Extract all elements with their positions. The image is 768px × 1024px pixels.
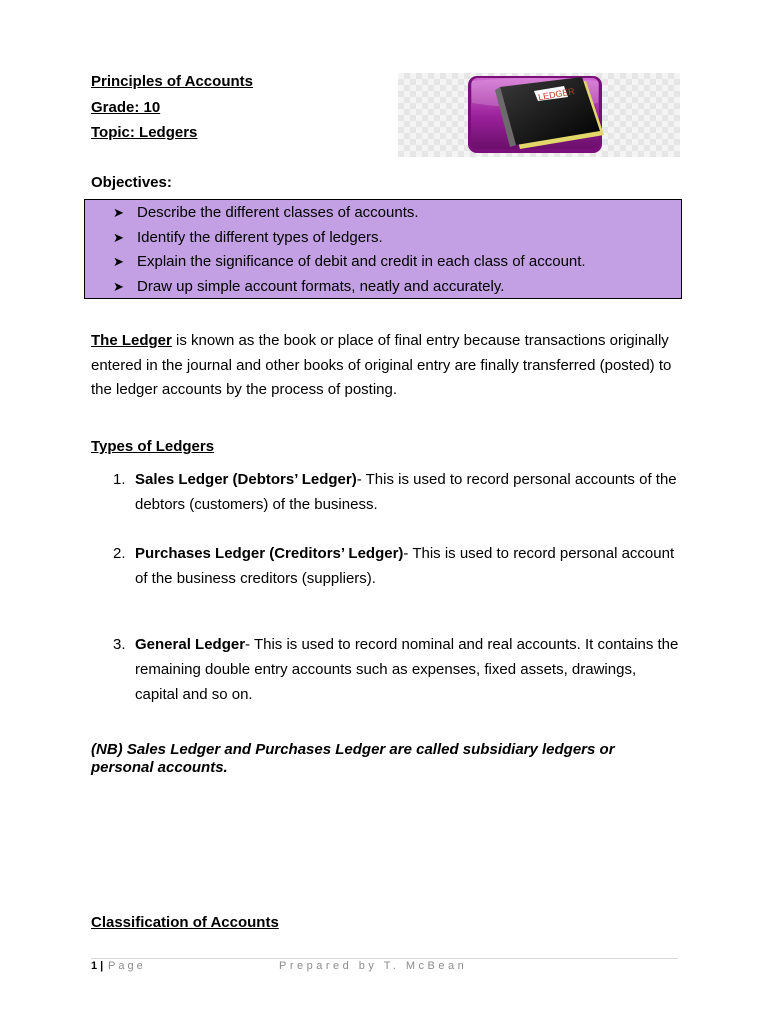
footer-divider: [91, 958, 678, 959]
topic-label: Topic: Ledgers: [91, 124, 198, 141]
ledger-type-item: [113, 468, 683, 518]
arrow-bullet-icon: ➤: [113, 278, 124, 294]
ledger-logo: [398, 73, 680, 157]
logo-label: LEDGER: [537, 86, 576, 103]
types-heading: Types of Ledgers: [91, 438, 215, 455]
page-label: Page: [108, 960, 146, 972]
ledger-term: The Ledger: [91, 332, 172, 349]
objective-item: ➤ Describe the different classes of accounts.: [113, 201, 586, 226]
subject-title: Principles of Accounts: [91, 73, 253, 90]
item-title: Sales Ledger (Debtors’ Ledger): [135, 471, 357, 488]
item-description: - This is used to record nominal and real accounts. It contains the remaining double entry accounts such as expenses, fixed assets, drawings, capital and so on.: [135, 636, 679, 703]
arrow-bullet-icon: ➤: [113, 229, 124, 245]
ledger-intro-paragraph: [91, 329, 681, 403]
arrow-bullet-icon: ➤: [113, 205, 124, 220]
classification-heading: Classification of Accounts: [91, 914, 279, 931]
item-description: - This is used to record personal accounts of the debtors (customers) of the business.: [135, 471, 677, 513]
ledger-type-item: [113, 542, 683, 592]
item-number: 1.: [113, 471, 126, 488]
arrow-bullet-icon: ➤: [113, 254, 124, 269]
item-title: Purchases Ledger (Creditors’ Ledger): [135, 545, 404, 562]
objectives-box: [84, 199, 682, 299]
grade-label: Grade: 10: [91, 99, 161, 116]
ledger-book-icon: [464, 73, 614, 157]
ledger-definition: is known as the book or place of final entry because transactions originally entered in the journal and other books of original entry are finally transferred (posted) to the ledger accounts by the process of posting.: [91, 332, 672, 399]
item-number: 2.: [113, 545, 126, 562]
ledger-type-item: [113, 633, 683, 707]
objective-item: ➤ Identify the different types of ledgers.: [113, 226, 586, 251]
page-number: 1 |: [91, 960, 104, 972]
prepared-by: Prepared by T. McBean: [279, 960, 468, 972]
objective-item: ➤ Draw up simple account formats, neatly and accurately.: [113, 275, 586, 300]
objectives-list: [113, 201, 586, 299]
item-title: General Ledger: [135, 636, 246, 653]
nb-note: (NB) Sales Ledger and Purchases Ledger are called subsidiary ledgers or personal accounts.: [91, 741, 615, 776]
item-number: 3.: [113, 636, 126, 653]
objectives-label: Objectives:: [91, 174, 172, 191]
objective-item: ➤ Explain the significance of debit and credit in each class of account.: [113, 250, 586, 275]
item-description: - This is used to record personal account of the business creditors (suppliers).: [135, 545, 675, 587]
